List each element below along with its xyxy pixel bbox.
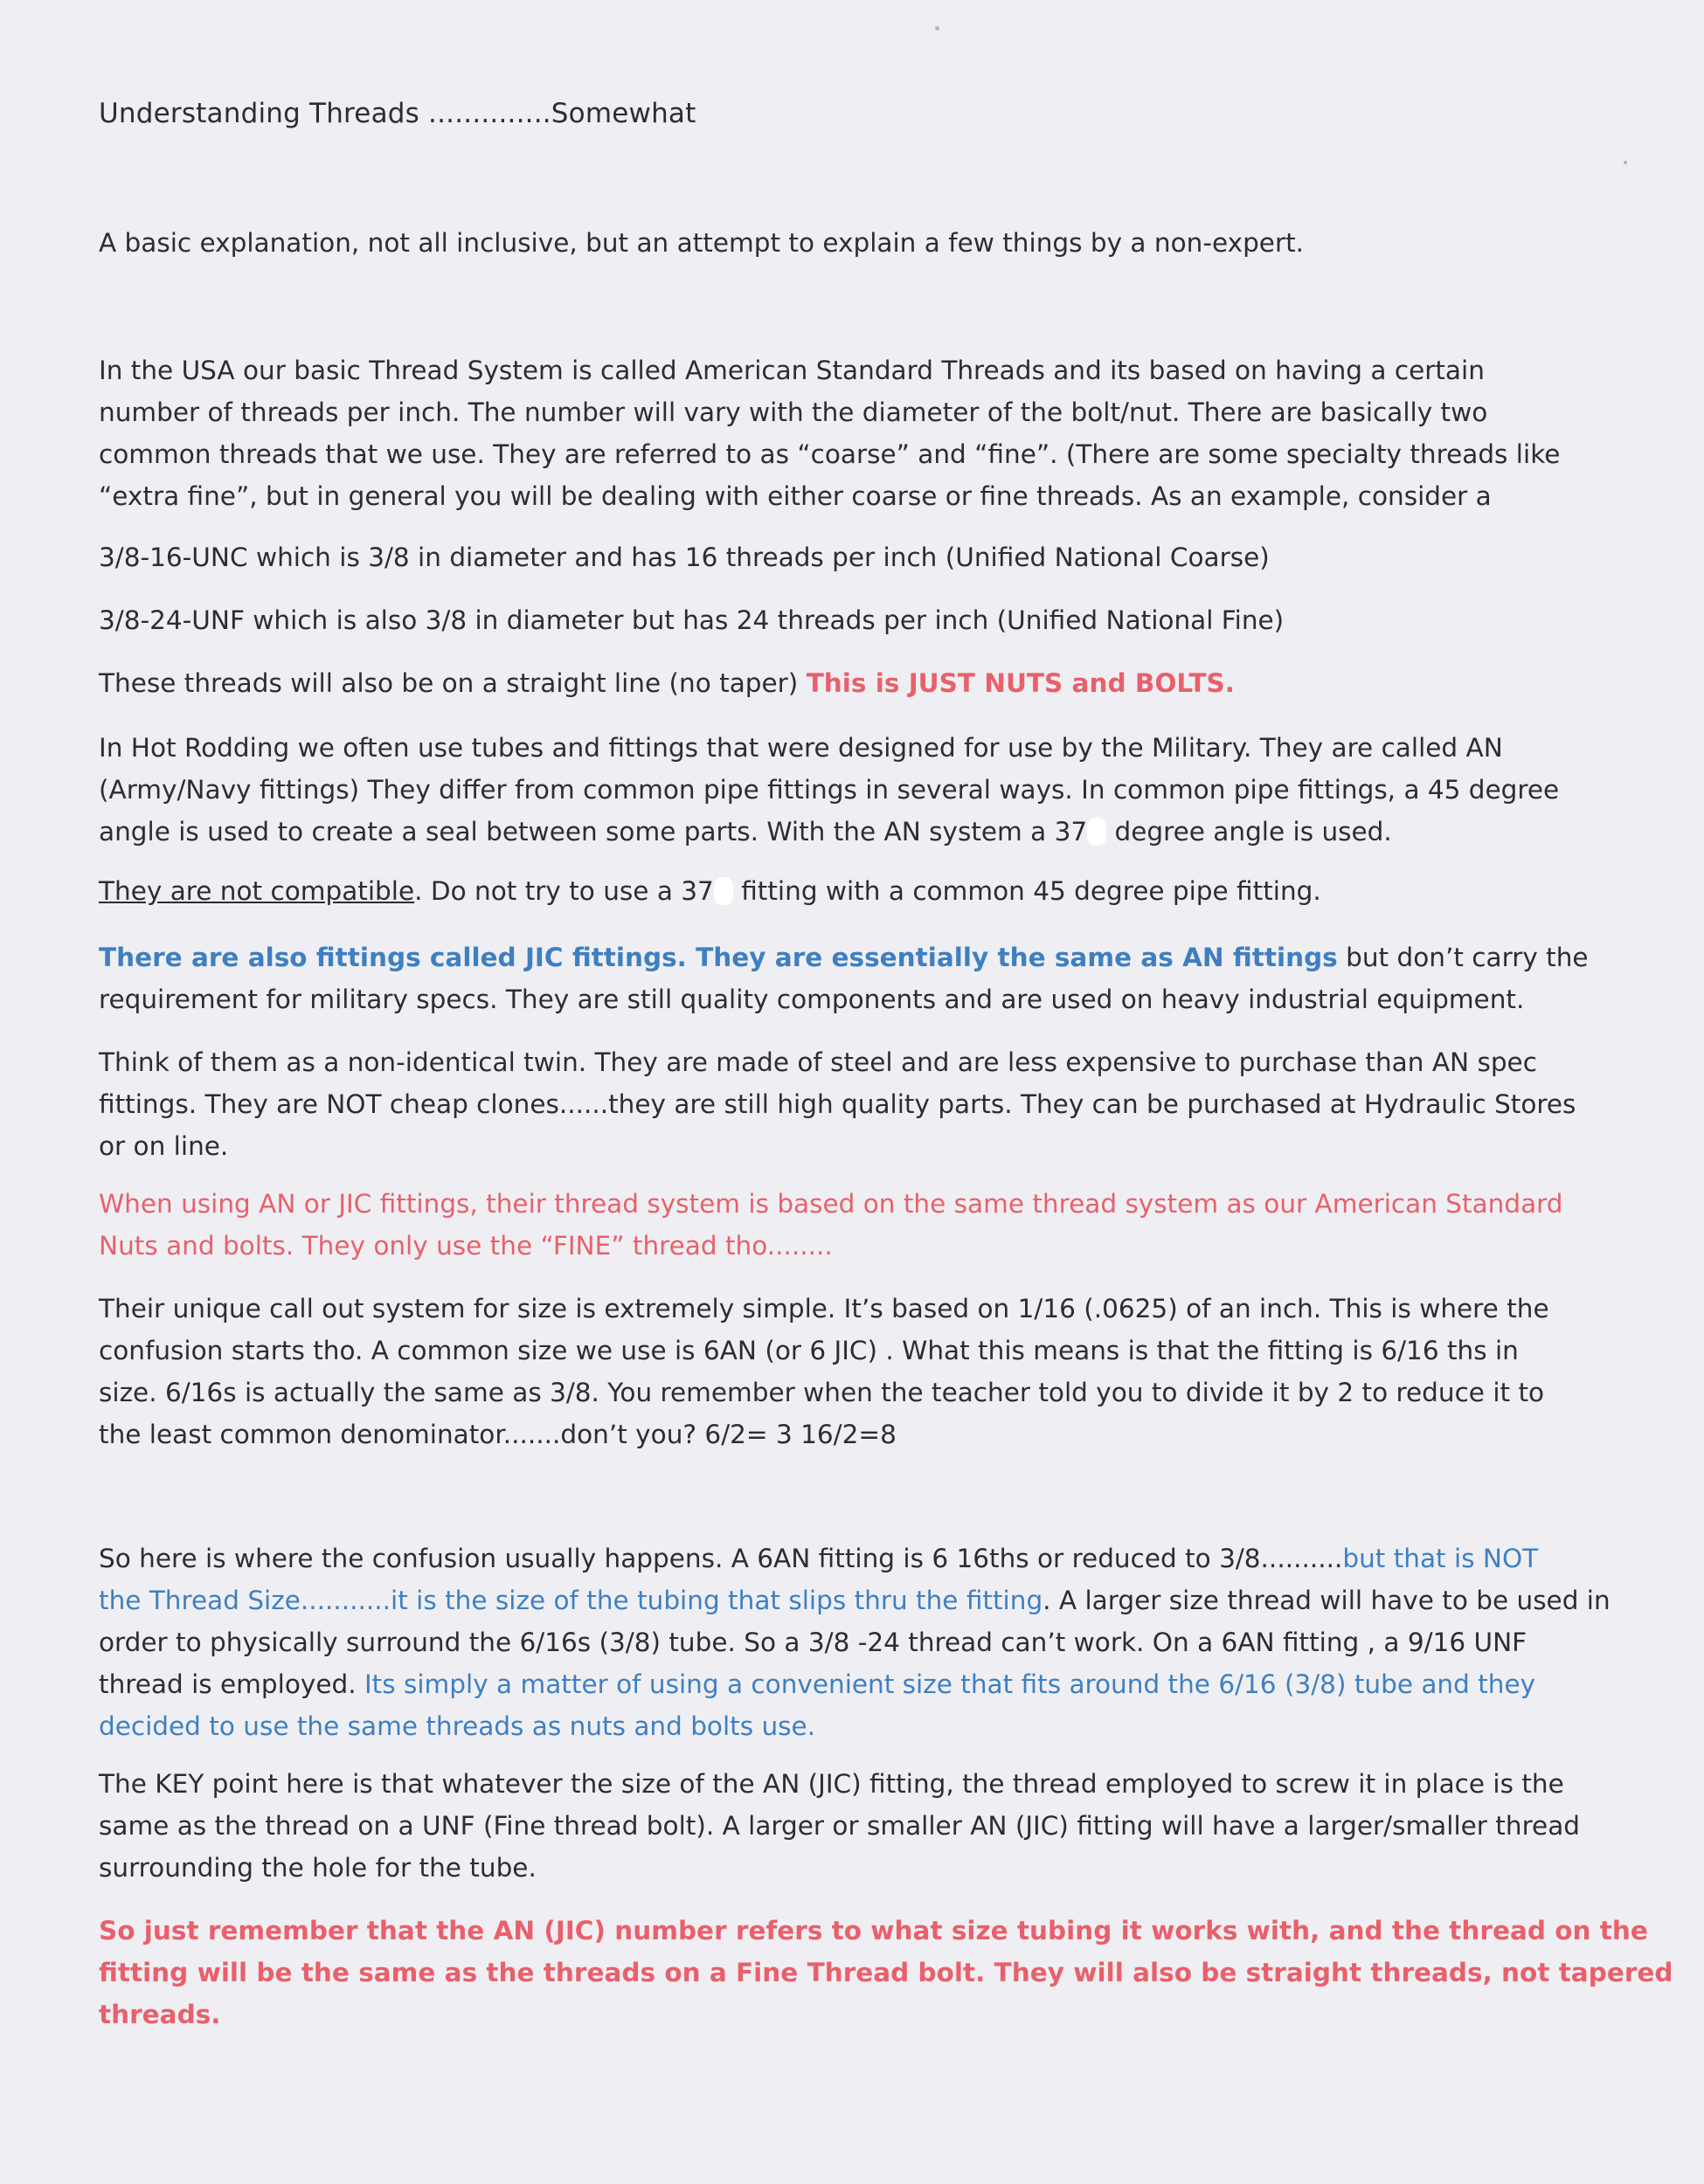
text-line: . Do not try to use a 37 xyxy=(414,876,714,906)
text-line: or on line. xyxy=(99,1131,229,1161)
text-line: In the USA our basic Thread System is called American Standard Threads and its based on having a certain xyxy=(99,356,1485,385)
compatibility-note xyxy=(99,870,1321,912)
blue-highlight: but that is NOT xyxy=(1342,1544,1539,1573)
an-fittings-paragraph xyxy=(99,727,1559,853)
twin-paragraph xyxy=(99,1041,1576,1167)
unc-example: 3/8-16-UNC which is 3/8 in diameter and has 16 threads per inch (Unified National Coarse) xyxy=(99,543,1270,572)
text-line: thread is employed. xyxy=(99,1669,357,1699)
text-line: “extra fine”, but in general you will be dealing with either coarse or fine threads. As an example, consider a xyxy=(99,481,1492,511)
text-line: So here is where the confusion usually happens. A 6AN fitting is 6 16ths or reduced to 3/8.......... xyxy=(99,1544,1343,1573)
text-line: Nuts and bolts. They only use the “FINE” thread tho........ xyxy=(99,1231,833,1261)
text-line: In Hot Rodding we often use tubes and fittings that were designed for use by the Military. They are called AN xyxy=(99,733,1503,763)
jic-fittings-paragraph xyxy=(99,936,1589,1020)
text-line: but don’t carry the xyxy=(1337,943,1589,972)
text-line: the least common denominator.......don’t you? 6/2= 3 16/2=8 xyxy=(99,1420,897,1449)
text-line: angle is used to create a seal between some parts. With the AN system a 37 xyxy=(99,817,1088,847)
paper-speck xyxy=(1624,161,1627,164)
erased-degree-mark xyxy=(1087,818,1106,846)
text-line: fittings. They are NOT cheap clones......they are still high quality parts. They can be purchased at Hydraulic Stores xyxy=(99,1089,1576,1119)
page-title: Understanding Threads ..............Somewhat xyxy=(99,98,696,129)
remember-paragraph xyxy=(99,1910,1673,2035)
blue-highlight: decided to use the same threads as nuts and bolts use. xyxy=(99,1711,816,1741)
straight-thread-note xyxy=(99,662,1235,704)
text-line: So just remember that the AN (JIC) number refers to what size tubing it works with, and the thread on the xyxy=(99,1916,1648,1946)
text-line: fitting will be the same as the threads on a Fine Thread bolt. They will also be straight threads, not tapered xyxy=(99,1958,1673,1987)
text-line: The KEY point here is that whatever the size of the AN (JIC) fitting, the thread employed to screw it in place is the xyxy=(99,1769,1564,1799)
blue-highlight: the Thread Size...........it is the size of the tubing that slips thru the fitting xyxy=(99,1586,1043,1615)
erased-degree-mark xyxy=(714,877,733,905)
blue-highlight: Its simply a matter of using a convenient size that fits around the 6/16 (3/8) tube and they xyxy=(356,1669,1536,1699)
call-out-paragraph xyxy=(99,1288,1549,1455)
text-line: size. 6/16s is actually the same as 3/8. You remember when the teacher told you to divide it by 2 to reduce it to xyxy=(99,1378,1545,1407)
text-line: same as the thread on a UNF (Fine thread bolt). A larger or smaller AN (JIC) fitting will have a larger/smaller thread xyxy=(99,1811,1580,1841)
text-line: order to physically surround the 6/16s (3/8) tube. So a 3/8 -24 thread can’t work. On a 6AN fitting , a 9/16 UNF xyxy=(99,1628,1527,1657)
text-line: degree angle is used. xyxy=(1106,817,1392,847)
not-compatible-underlined: They are not compatible xyxy=(99,876,415,906)
unf-example: 3/8-24-UNF which is also 3/8 in diameter but has 24 threads per inch (Unified National Fine) xyxy=(99,605,1285,635)
fine-thread-note xyxy=(99,1183,1563,1267)
text-line: common threads that we use. They are referred to as “coarse” and “fine”. (There are some specialty threads like xyxy=(99,439,1561,469)
text-line: threads. xyxy=(99,2000,221,2029)
key-point-paragraph xyxy=(99,1763,1580,1889)
text-line: These threads will also be on a straight line (no taper) xyxy=(99,668,807,698)
intro-paragraph: A basic explanation, not all inclusive, but an attempt to explain a few things by a non-expert. xyxy=(99,228,1305,258)
text-line: number of threads per inch. The number will vary with the diameter of the bolt/nut. There are basically two xyxy=(99,397,1488,427)
text-line: confusion starts tho. A common size we use is 6AN (or 6 JIC) . What this means is that the fitting is 6/16 ths in xyxy=(99,1336,1519,1365)
thread-system-paragraph xyxy=(99,349,1560,517)
confusion-paragraph xyxy=(99,1538,1610,1747)
text-line: When using AN or JIC fittings, their thread system is based on the same thread system as our American Standard xyxy=(99,1189,1563,1219)
text-line: requirement for military specs. They are still quality components and are used on heavy industrial equipment. xyxy=(99,985,1525,1014)
paper-speck xyxy=(935,26,939,31)
text-line: . A larger size thread will have to be used in xyxy=(1042,1586,1610,1615)
text-line: surrounding the hole for the tube. xyxy=(99,1853,537,1883)
jic-emphasis: There are also fittings called JIC fittings. They are essentially the same as AN fittings xyxy=(99,943,1338,972)
text-line: fitting with a common 45 degree pipe fitting. xyxy=(732,876,1321,906)
nuts-bolts-emphasis: This is JUST NUTS and BOLTS. xyxy=(806,668,1235,698)
text-line: Their unique call out system for size is extremely simple. It’s based on 1/16 (.0625) of an inch. This is where the xyxy=(99,1294,1549,1324)
text-line: Think of them as a non-identical twin. They are made of steel and are less expensive to purchase than AN spec xyxy=(99,1047,1537,1077)
text-line: (Army/Navy fittings) They differ from common pipe fittings in several ways. In common pipe fittings, a 45 degree xyxy=(99,775,1560,805)
